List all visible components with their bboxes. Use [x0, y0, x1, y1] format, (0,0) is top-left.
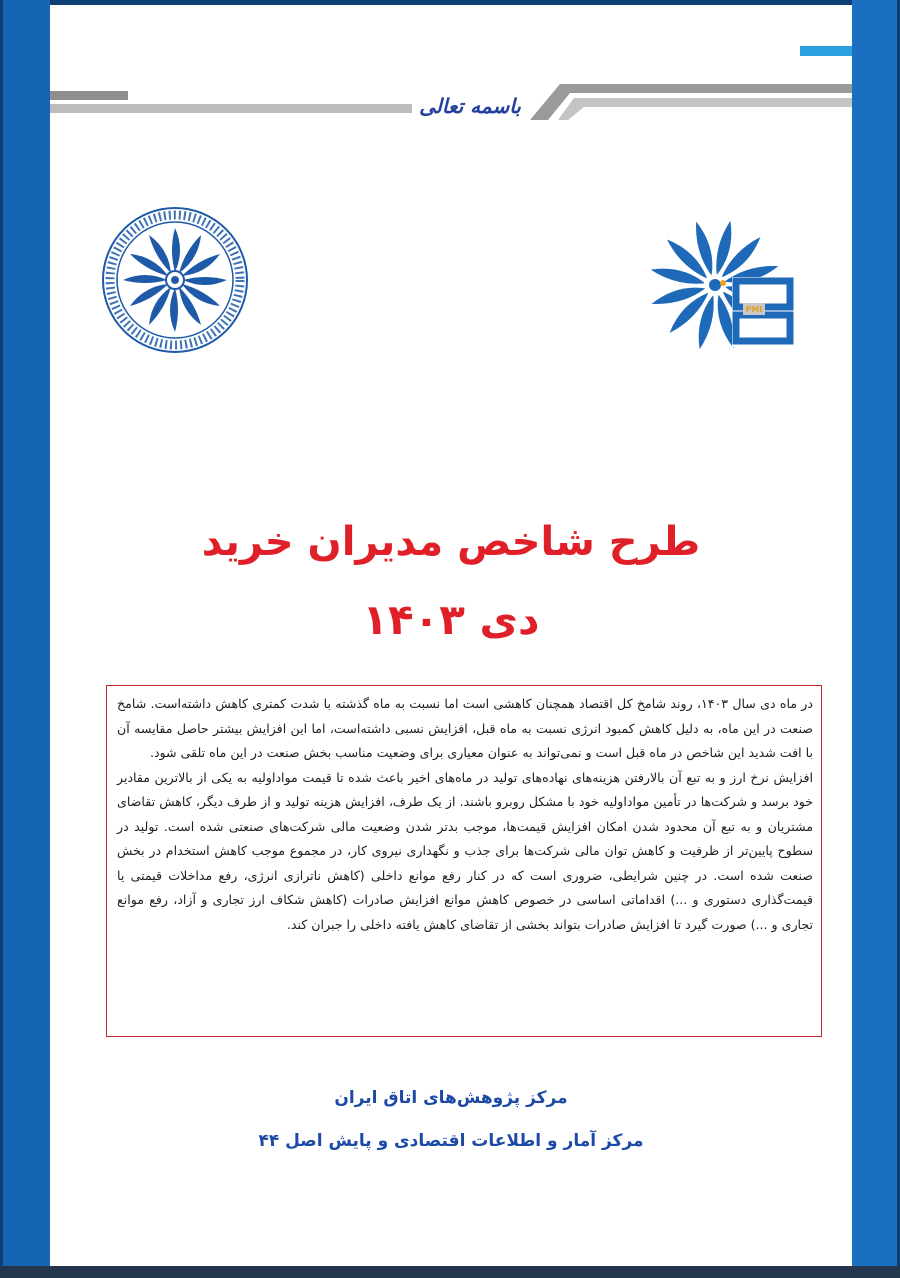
frame-right-bar — [852, 0, 900, 1278]
accent-bar — [800, 46, 852, 56]
frame-bottom-bar — [0, 1266, 900, 1278]
pmi-badge-text: PMI — [745, 305, 763, 314]
summary-box — [106, 685, 822, 1037]
frame-left-bar — [0, 0, 50, 1278]
publisher-unit: مرکز آمار و اطلاعات اقتصادی و پایش اصل ۴۴ — [258, 1131, 644, 1151]
report-title: طرح شاخص مدیران خرید — [201, 519, 701, 565]
report-period: دی ۱۴۰۳ — [362, 595, 540, 644]
publisher-name: مرکز پژوهش‌های اتاق ایران — [334, 1088, 568, 1108]
chamber-seal-logo — [100, 205, 250, 355]
header-wedge — [530, 84, 852, 120]
header-stripe-bottom — [50, 104, 412, 113]
header-stripe-top — [50, 91, 128, 100]
frame-left-edge — [0, 0, 3, 1278]
summary-paragraph-1: در ماه دی سال ۱۴۰۳، روند شامخ کل اقتصاد همچنان کاهشی است اما نسبت به ماه گذشته با شدت کمتری کاهش داشته‌است. شامخ صنعت در این ماه، به دلیل کاهش کمبود انرژی نسبت به ماه قبل، افزایش نسبی داشته‌است، اما این افزایش بیشتر حاصل مقایسه آن با افت شدید این شاخص در ماه قبل است و نمی‌تواند به عنوان معیاری برای وضعیت مناسب بخش صنعت در این ماه تلقی شود. — [117, 696, 813, 760]
summary-paragraph-2: افزایش نرخ ارز و به تبع آن بالارفتن هزینه‌های نهاده‌های تولید در ماه‌های اخیر باعث شده تا قیمت مواداولیه به یکی از بالاترین مقادیر خود برسد و شرکت‌ها در تأمین مواداولیه خود با مشکل روبرو باشند. از یک طرف، افزایش هزینه تولید و از طرف دیگر، کاهش تقاضای مشتریان و به تبع آن محدود شدن امکان افزایش قیمت‌ها، موجب بدتر شدن وضعیت مالی شرکت‌های صنعتی شده است. تولید در سطوح پایین‌تر از ظرفیت و کاهش توان مالی شرکت‌ها برای جذب و نگهداری نیروی کار، در مجموع موجب کاهش استخدام در بخش صنعت شده است. در چنین شرایطی، ضروری است که در کنار رفع موانع داخلی (کاهش ناترازی انرژی، رفع مداخلات قیمتی یا قیمت‌گذاری دستوری و ...) اقداماتی اساسی در خصوص کاهش موانع افزایش صادرات (کاهش شکاف ارز تجاری و آزاد، رفع موانع تجاری و ...) صورت گیرد تا افزایش صادرات بتواند بخشی از تقاضای کاهش یافته داخلی را جبران کند. — [117, 769, 813, 932]
bismillah-heading: باسمه تعالی — [419, 94, 521, 118]
pmi-logo — [640, 205, 800, 365]
frame-top — [0, 0, 900, 5]
